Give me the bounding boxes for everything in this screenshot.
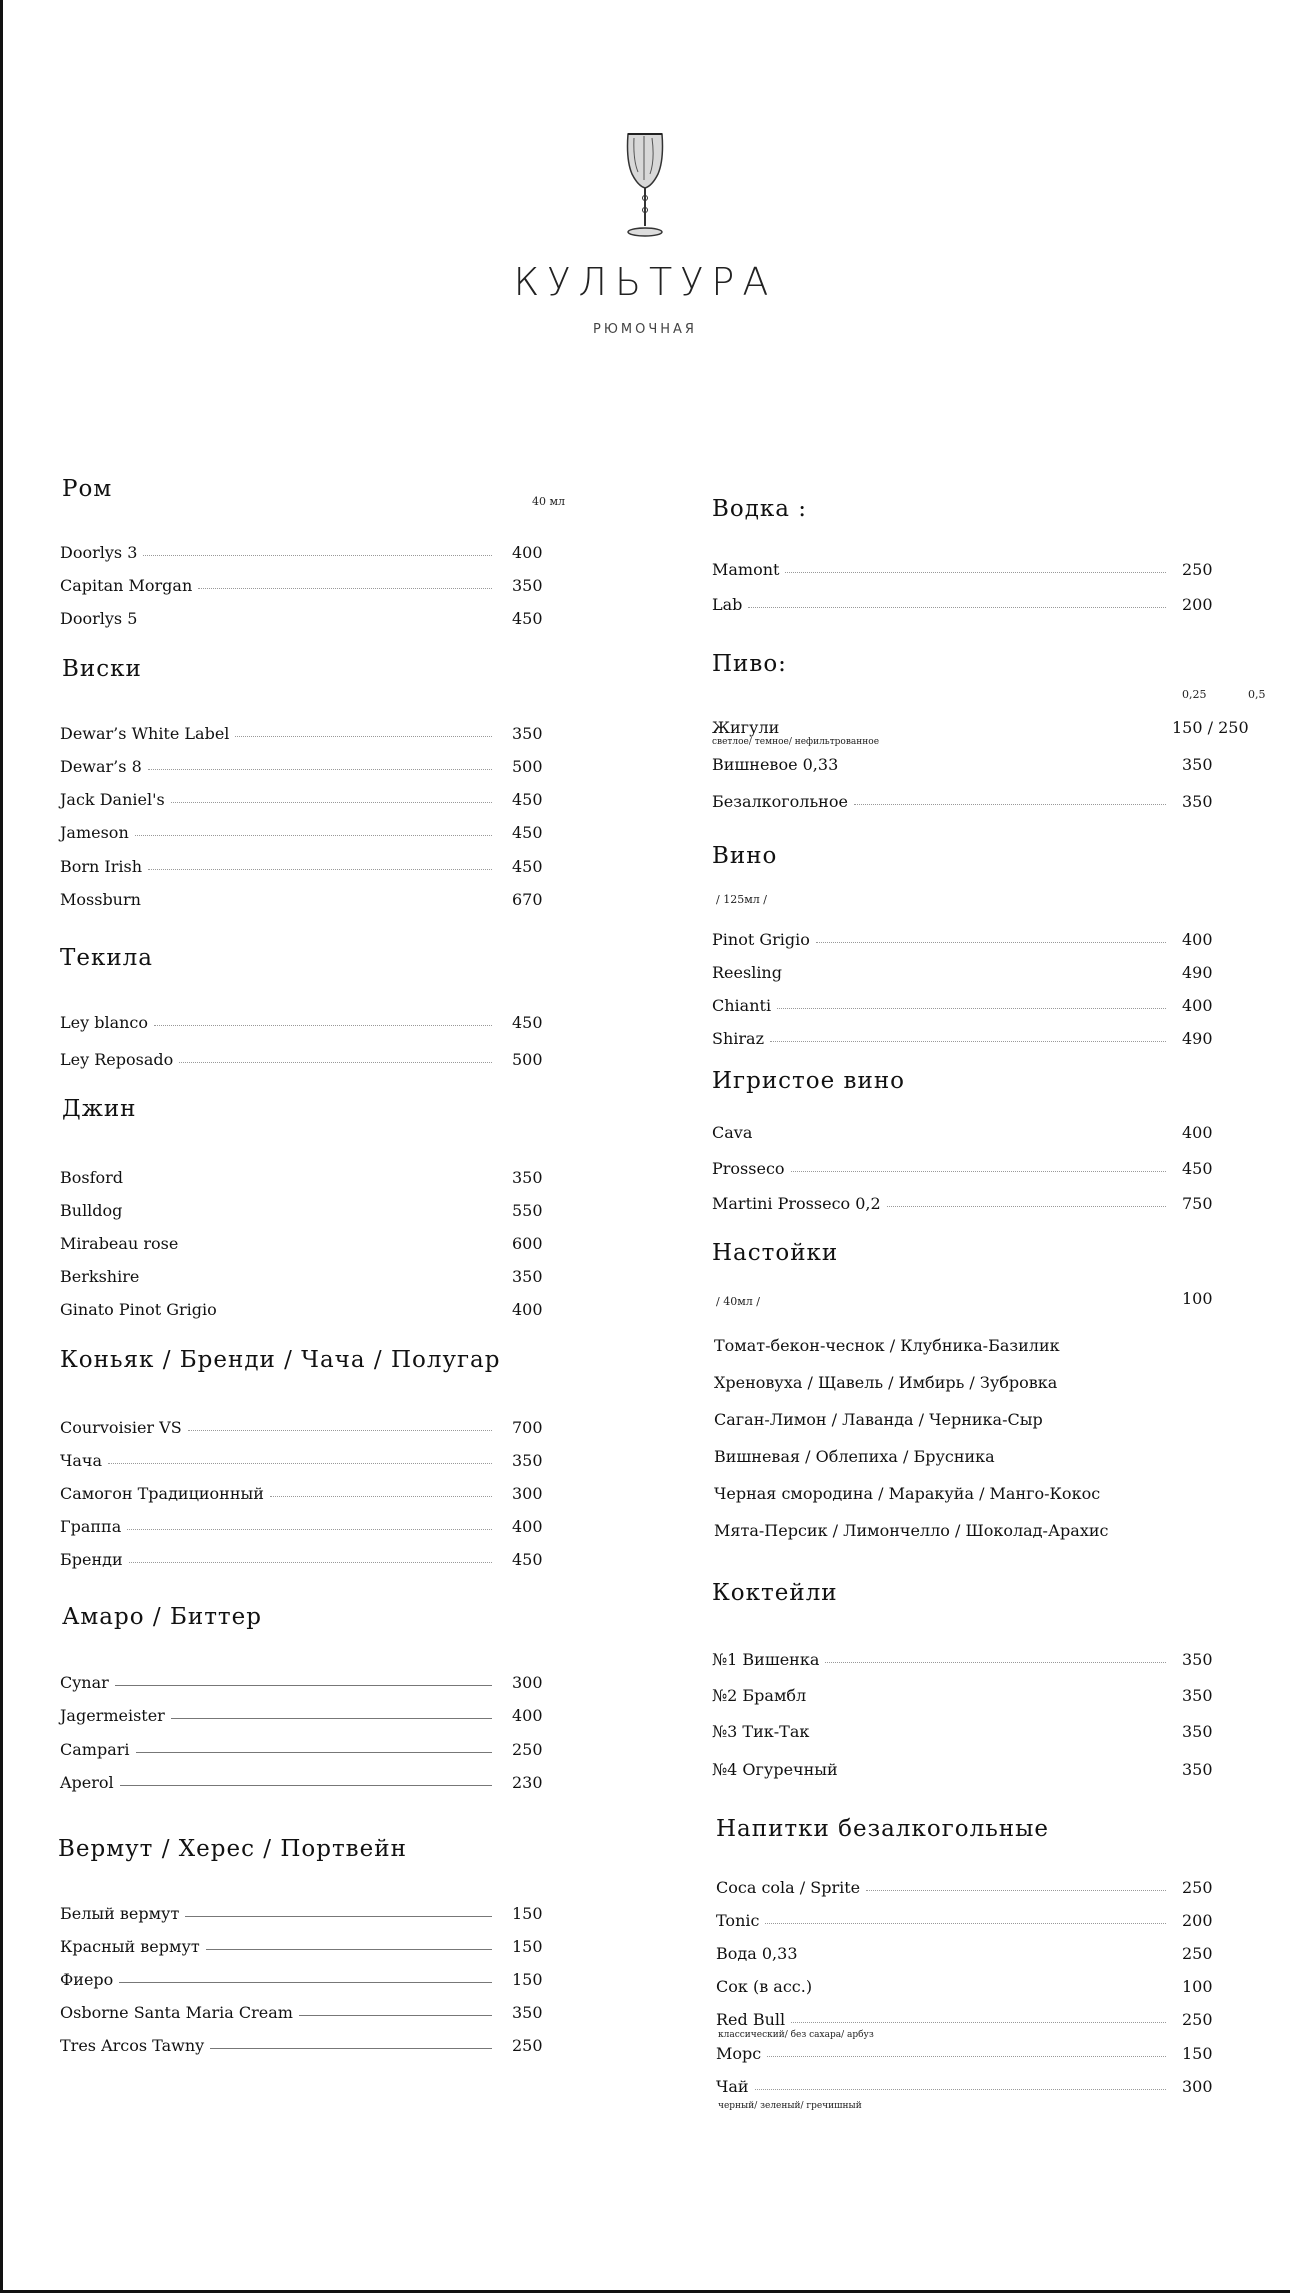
item-price: 450 <box>512 1013 543 1032</box>
menu-row <box>60 1163 570 1187</box>
menu-row <box>60 1262 570 1286</box>
item-name: Чача <box>60 1451 103 1470</box>
section-title-wine: Вино <box>712 843 778 869</box>
item-name: Berkshire <box>60 1267 140 1286</box>
menu-row <box>60 785 570 809</box>
item-price: 490 <box>1182 963 1213 982</box>
menu-row <box>716 1939 1272 1963</box>
item-price: 150 <box>512 1970 543 1989</box>
menu-row <box>712 925 1272 949</box>
item-price: 300 <box>1182 2077 1213 2096</box>
leader-line <box>887 1206 1166 1207</box>
item-price: 400 <box>512 1706 543 1725</box>
menu-row <box>60 2031 570 2055</box>
item-name: Jack Daniel's <box>60 790 165 809</box>
item-name: Жигули <box>712 718 780 737</box>
item-name: Cava <box>712 1123 753 1142</box>
menu-row <box>716 2072 1272 2096</box>
item-name: Aperol <box>60 1773 114 1792</box>
menu-row <box>716 2005 1272 2029</box>
menu-row <box>60 538 570 562</box>
item-price: 350 <box>1182 755 1213 774</box>
item-name: Prosseco <box>712 1159 785 1178</box>
leader-line <box>299 2015 492 2016</box>
item-price: 400 <box>1182 1123 1213 1142</box>
infusion-line: Вишневая / Облепиха / Брусника <box>714 1447 995 1466</box>
section-title-infusions: Настойки <box>712 1240 839 1266</box>
item-name: Белый вермут <box>60 1904 180 1923</box>
leader-line <box>777 1008 1166 1009</box>
item-price: 600 <box>512 1234 543 1253</box>
item-price: 350 <box>1182 1760 1213 1779</box>
menu-row <box>712 555 1272 579</box>
leader-line <box>120 1785 492 1786</box>
section-title-cocktails: Коктейли <box>712 1580 838 1606</box>
item-price: 150 <box>1182 2044 1213 2063</box>
menu-row <box>712 1717 1272 1741</box>
beer-volume-small: 0,25 <box>1182 688 1207 701</box>
leader-line <box>270 1496 492 1497</box>
leader-line <box>206 1949 492 1950</box>
item-price: 350 <box>512 576 543 595</box>
item-price: 500 <box>512 1050 543 1069</box>
item-price: 400 <box>512 1300 543 1319</box>
menu-row <box>60 1735 570 1759</box>
menu-row <box>60 1045 570 1069</box>
menu-row <box>60 752 570 776</box>
menu-row <box>60 1701 570 1725</box>
menu-row <box>716 1906 1272 1930</box>
item-price: 350 <box>1182 1722 1213 1741</box>
menu-row <box>716 1873 1272 1897</box>
leader-line <box>198 588 492 589</box>
menu-row <box>712 958 1272 982</box>
menu-row <box>60 571 570 595</box>
menu-row <box>60 1413 570 1437</box>
item-name: Reesling <box>712 963 782 982</box>
item-name: Bosford <box>60 1168 124 1187</box>
brand-subtitle: РЮМОЧНАЯ <box>593 322 697 337</box>
item-price: 350 <box>1182 1686 1213 1705</box>
item-price: 550 <box>512 1201 543 1220</box>
item-price: 700 <box>512 1418 543 1437</box>
infusion-line: Черная смородина / Маракуйа / Манго-Кокос <box>714 1484 1101 1503</box>
section-title-beer: Пиво: <box>712 651 787 677</box>
menu-row <box>60 604 570 628</box>
leader-line <box>866 1890 1166 1891</box>
item-price: 350 <box>512 2003 543 2022</box>
item-price: 400 <box>512 1517 543 1536</box>
leader-line <box>785 572 1166 573</box>
item-name: Безалкогольное <box>712 792 848 811</box>
item-price: 670 <box>512 890 543 909</box>
rum-volume-note: 40 мл <box>532 495 566 508</box>
item-price: 350 <box>1182 1650 1213 1669</box>
section-title-gin: Джин <box>62 1096 137 1122</box>
item-name: №1 Вишенка <box>712 1650 820 1669</box>
leader-line <box>108 1463 492 1464</box>
section-title-vodka: Водка : <box>712 496 808 522</box>
item-price: 150 <box>512 1904 543 1923</box>
infusion-line: Саган-Лимон / Лаванда / Черника-Сыр <box>714 1410 1043 1429</box>
item-price: 350 <box>512 724 543 743</box>
menu-row <box>712 1755 1272 1779</box>
item-name: Osborne Santa Maria Cream <box>60 2003 293 2022</box>
item-price: 500 <box>512 757 543 776</box>
item-subtitle: классический/ без сахара/ арбуз <box>718 2030 874 2040</box>
leader-line <box>188 1430 492 1431</box>
menu-row <box>712 1681 1272 1705</box>
item-price: 150 <box>512 1937 543 1956</box>
leader-line <box>127 1529 492 1530</box>
item-price: 450 <box>512 1550 543 1569</box>
menu-row <box>712 1284 1272 1308</box>
item-name: Capitan Morgan <box>60 576 193 595</box>
item-name: Mossburn <box>60 890 141 909</box>
menu-row <box>60 1965 570 1989</box>
item-subtitle: черный/ зеленый/ гречишный <box>718 2101 862 2111</box>
menu-row <box>60 1932 570 1956</box>
item-name: Martini Prosseco 0,2 <box>712 1194 881 1213</box>
infusion-line: Хреновуха / Щавель / Имбирь / Зубровка <box>714 1373 1058 1392</box>
menu-row <box>60 1899 570 1923</box>
menu-row <box>60 1512 570 1536</box>
item-price: 150 / 250 <box>1172 718 1249 737</box>
item-name: Coca cola / Sprite <box>716 1878 861 1897</box>
leader-line <box>767 2056 1166 2057</box>
item-price: 400 <box>1182 996 1213 1015</box>
menu-row <box>60 1196 570 1220</box>
item-name: Самогон Традиционный <box>60 1484 264 1503</box>
item-price: 750 <box>1182 1194 1213 1213</box>
item-price: 350 <box>512 1267 543 1286</box>
item-name: Бренди <box>60 1550 123 1569</box>
wine-volume-note: / 125мл / <box>716 893 767 906</box>
item-price: 350 <box>1182 792 1213 811</box>
item-name: №2 Брамбл <box>712 1686 807 1705</box>
menu-row <box>60 1998 570 2022</box>
leader-line <box>171 802 492 803</box>
menu-row <box>60 1768 570 1792</box>
menu-row <box>712 1189 1272 1213</box>
item-name: Courvoisier VS <box>60 1418 182 1437</box>
menu-row <box>60 719 570 743</box>
item-name: №3 Тик-Так <box>712 1722 810 1741</box>
menu-row <box>716 2039 1272 2063</box>
leader-line <box>148 869 492 870</box>
item-name: Ley Reposado <box>60 1050 174 1069</box>
item-name: Doorlys 3 <box>60 543 138 562</box>
leader-line <box>119 1982 492 1983</box>
item-price: 300 <box>512 1673 543 1692</box>
leader-line <box>755 2089 1166 2090</box>
leader-line <box>171 1718 492 1719</box>
leader-line <box>136 1752 493 1753</box>
item-name: Shiraz <box>712 1029 764 1048</box>
item-name: Lab <box>712 595 743 614</box>
item-name: Красный вермут <box>60 1937 200 1956</box>
item-price: 350 <box>512 1168 543 1187</box>
menu-row <box>60 1295 570 1319</box>
item-name: Dewar’s 8 <box>60 757 142 776</box>
item-name: №4 Огуречный <box>712 1760 838 1779</box>
menu-row <box>712 1154 1272 1178</box>
item-name: Морс <box>716 2044 762 2063</box>
item-price: 230 <box>512 1773 543 1792</box>
leader-line <box>129 1562 492 1563</box>
wine-glass-icon <box>622 130 668 242</box>
section-title-soft-drinks: Напитки безалкогольные <box>716 1816 1049 1842</box>
section-title-cognac: Коньяк / Бренди / Чача / Полугар <box>60 1347 501 1373</box>
item-price: 300 <box>512 1484 543 1503</box>
item-name: Чай <box>716 2077 749 2096</box>
item-name: Bulldog <box>60 1201 123 1220</box>
item-name: Tonic <box>716 1911 760 1930</box>
item-price: 250 <box>512 2036 543 2055</box>
item-name: Dewar’s White Label <box>60 724 230 743</box>
item-name: Вода 0,33 <box>716 1944 798 1963</box>
infusions-volume-note: / 40мл / <box>716 1295 760 1308</box>
leader-line <box>854 804 1166 805</box>
item-name: Jagermeister <box>60 1706 165 1725</box>
item-name: Сок (в асс.) <box>716 1977 813 1996</box>
leader-line <box>143 555 492 556</box>
leader-line <box>816 942 1166 943</box>
item-name: Ley blanco <box>60 1013 149 1032</box>
leader-line <box>235 736 492 737</box>
menu-row <box>712 787 1272 811</box>
item-name: Ginato Pinot Grigio <box>60 1300 217 1319</box>
section-title-whisky: Виски <box>62 656 142 682</box>
menu-row <box>60 1479 570 1503</box>
item-name: Doorlys 5 <box>60 609 138 628</box>
infusion-line: Мята-Персик / Лимончелло / Шоколад-Арахис <box>714 1521 1109 1540</box>
menu-row <box>716 1972 1272 1996</box>
item-price: 250 <box>1182 560 1213 579</box>
item-name: Tres Arcos Tawny <box>60 2036 205 2055</box>
leader-line <box>185 1916 492 1917</box>
item-price: 450 <box>512 857 543 876</box>
item-name: Pinot Grigio <box>712 930 810 949</box>
item-price: 450 <box>512 823 543 842</box>
item-price: 450 <box>512 609 543 628</box>
section-title-sparkling: Игристое вино <box>712 1068 905 1094</box>
leader-line <box>135 835 492 836</box>
item-price: 350 <box>512 1451 543 1470</box>
leader-line <box>148 769 492 770</box>
menu-row <box>60 852 570 876</box>
item-price: 450 <box>1182 1159 1213 1178</box>
item-price: 450 <box>512 790 543 809</box>
leader-line <box>765 1923 1166 1924</box>
item-name: Born Irish <box>60 857 143 876</box>
item-name: Вишневое 0,33 <box>712 755 839 774</box>
item-price: 100 <box>1182 1977 1213 1996</box>
item-subtitle: светлое/ темное/ нефильтрованное <box>712 737 880 747</box>
leader-line <box>825 1662 1166 1663</box>
leader-line <box>770 1041 1166 1042</box>
item-name: Cynar <box>60 1673 109 1692</box>
leader-line <box>748 607 1166 608</box>
leader-line <box>210 2048 492 2049</box>
menu-row <box>712 991 1272 1015</box>
menu-row <box>712 1024 1272 1048</box>
item-price: 250 <box>1182 1878 1213 1897</box>
menu-row <box>60 885 570 909</box>
menu-row <box>712 1118 1272 1142</box>
item-name: Chianti <box>712 996 772 1015</box>
section-title-vermouth: Вермут / Херес / Портвейн <box>58 1836 407 1862</box>
menu-row <box>60 1008 570 1032</box>
item-price: 400 <box>1182 930 1213 949</box>
menu-row <box>60 1446 570 1470</box>
infusion-line: Томат-бекон-чеснок / Клубника-Базилик <box>714 1336 1060 1355</box>
section-title-rum: Ром <box>62 476 113 502</box>
item-name: Red Bull <box>716 2010 786 2029</box>
menu-row <box>60 1229 570 1253</box>
menu-row <box>712 1645 1272 1669</box>
leader-line <box>115 1685 492 1686</box>
item-name: Mamont <box>712 560 780 579</box>
item-name: Фиеро <box>60 1970 114 1989</box>
logo-block <box>0 130 1290 337</box>
item-price: 100 <box>1182 1289 1213 1308</box>
item-price: 250 <box>512 1740 543 1759</box>
item-name: Campari <box>60 1740 130 1759</box>
menu-row <box>712 750 1272 774</box>
item-name: Граппа <box>60 1517 122 1536</box>
menu-row <box>60 818 570 842</box>
menu-row <box>712 590 1272 614</box>
item-price: 200 <box>1182 595 1213 614</box>
item-price: 250 <box>1182 2010 1213 2029</box>
page-border-left <box>0 0 3 2293</box>
leader-line <box>791 1171 1166 1172</box>
leader-line <box>154 1025 492 1026</box>
menu-row <box>712 713 1272 737</box>
item-name: Jameson <box>60 823 129 842</box>
item-price: 400 <box>512 543 543 562</box>
section-title-tequila: Текила <box>60 945 153 971</box>
leader-line <box>179 1062 492 1063</box>
menu-row <box>60 1668 570 1692</box>
item-price: 200 <box>1182 1911 1213 1930</box>
leader-line <box>791 2022 1166 2023</box>
menu-row <box>60 1545 570 1569</box>
beer-volume-large: 0,5 <box>1248 688 1266 701</box>
item-name: Mirabeau rose <box>60 1234 179 1253</box>
item-price: 250 <box>1182 1944 1213 1963</box>
item-price: 490 <box>1182 1029 1213 1048</box>
brand-name: КУЛЬТУРА <box>513 260 777 304</box>
section-title-amaro: Амаро / Биттер <box>62 1604 262 1630</box>
